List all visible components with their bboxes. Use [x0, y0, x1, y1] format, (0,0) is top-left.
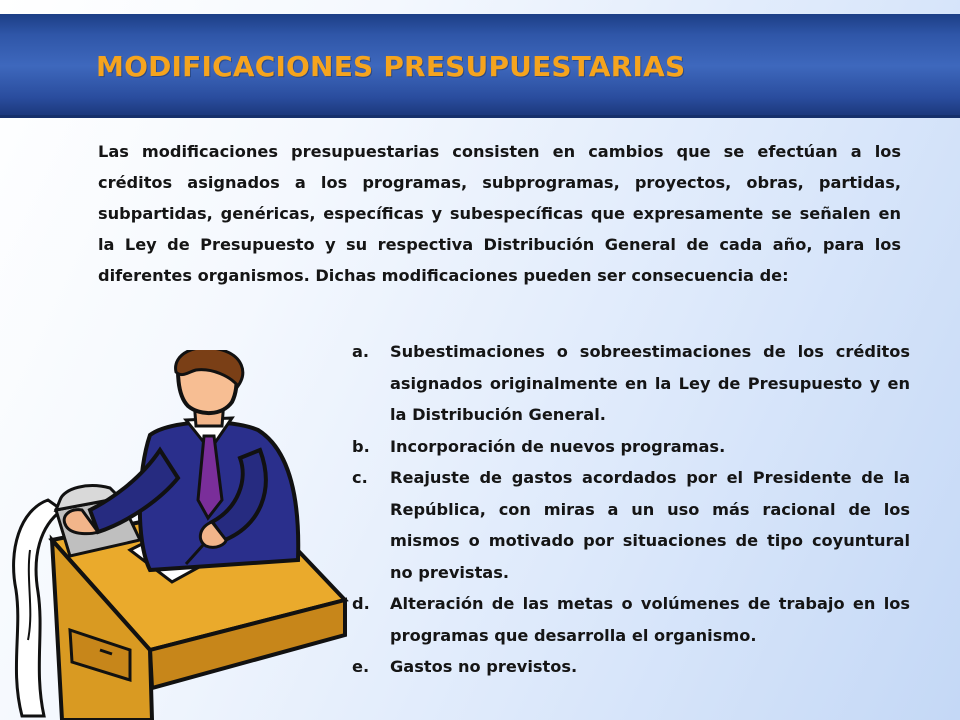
- list-item-text: Subestimaciones o sobreestimaciones de los créditos asignados originalmente en la Ley de Presupuesto y en la Distribución General.: [390, 342, 910, 424]
- list-marker: e.: [352, 657, 370, 676]
- list-item-text: Gastos no previstos.: [390, 657, 578, 676]
- list-item: [352, 588, 910, 651]
- list-marker: c.: [352, 468, 368, 487]
- list-item: [352, 336, 910, 431]
- list-item: [352, 462, 910, 588]
- list-marker: a.: [352, 342, 370, 361]
- list-item: [352, 431, 910, 463]
- list-marker: b.: [352, 436, 370, 456]
- slide-title: MODIFICACIONES PRESUPUESTARIAS: [96, 50, 686, 83]
- list-item-text: Incorporación de nuevos programas.: [390, 436, 726, 456]
- list-item: [352, 651, 910, 683]
- consequences-list: [352, 336, 910, 683]
- businessman-at-desk-icon: [0, 350, 360, 720]
- intro-paragraph: Las modificaciones presupuestarias consisten en cambios que se efectúan a los créditos asignados a los programas, subprogramas, proyectos, obras, partidas, subpartidas, genéricas, específicas y subespecíficas que expresamente se señalen en la Ley de Presupuesto y su respectiva Distribución General de cada año, para los diferentes organismos. Dichas modificaciones pueden ser consecuencia de:: [98, 142, 901, 285]
- list-item-text: Reajuste de gastos acordados por el Presidente de la República, con miras a un uso más racional de los mismos o motivado por situaciones de tipo coyuntural no previstas.: [390, 468, 910, 582]
- list-item-text: Alteración de las metas o volúmenes de trabajo en los programas que desarrolla el organismo.: [390, 594, 910, 645]
- list-marker: d.: [352, 594, 370, 613]
